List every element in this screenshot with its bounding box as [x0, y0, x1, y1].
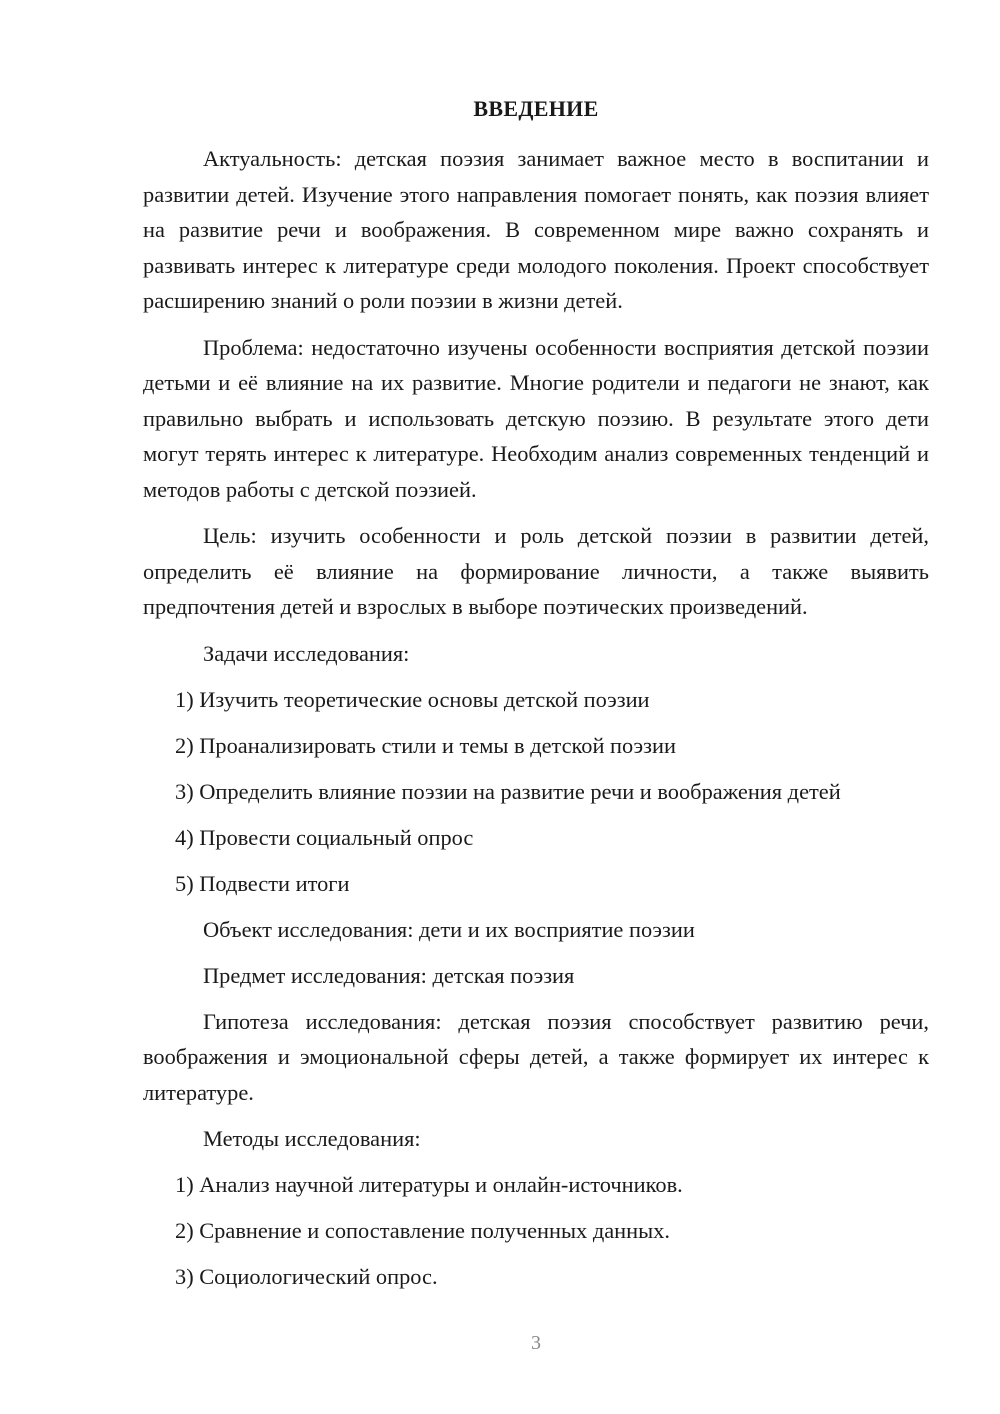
method-item: 3) Социологический опрос.	[175, 1264, 438, 1289]
research-subject: Предмет исследования: детская поэзия	[203, 962, 575, 988]
task-item: 2) Проанализировать стили и темы в детской поэзии	[175, 732, 676, 758]
task-item: 1) Изучить теоретические основы детской поэзии	[175, 686, 650, 712]
method-item: 2) Сравнение и сопоставление полученных данных.	[175, 1218, 670, 1243]
goal-paragraph: Цель: изучить особенности и роль детской поэзии в развитии детей, определить её влияние на формирование личности, а также выявить предпочтения детей и взрослых в выборе поэтических произведений.	[143, 523, 929, 619]
problem-paragraph: Проблема: недостаточно изучены особенности восприятия детской поэзии детьми и её влияние на их развитие. Многие родители и педагоги не знают, как правильно выбрать и использовать детскую поэзию. В результате этого дети могут терять интерес к литературе. Необходим анализ современных тенденций и методов работы с детской поэзией.	[143, 334, 929, 502]
page-number: 3	[531, 1332, 541, 1354]
document-body	[143, 141, 929, 1305]
hypothesis-paragraph: Гипотеза исследования: детская поэзия способствует развитию речи, воображения и эмоциональной сферы детей, а также формирует их интерес к литературе.	[143, 1008, 929, 1105]
task-item: 5) Подвести итоги	[175, 870, 350, 896]
section-heading: ВВЕДЕНИЕ	[473, 96, 599, 121]
method-item: 1) Анализ научной литературы и онлайн-источников.	[175, 1172, 683, 1197]
methods-label: Методы исследования:	[203, 1126, 421, 1151]
tasks-label: Задачи исследования:	[203, 640, 410, 666]
research-object: Объект исследования: дети и их восприятие поэзии	[203, 916, 695, 942]
task-item: 4) Провести социальный опрос	[175, 824, 474, 850]
relevance-paragraph: Актуальность: детская поэзия занимает важное место в воспитании и развитии детей. Изучение этого направления помогает понять, как поэзия влияет на развитие речи и воображения. В современном мире важно сохранять и развивать интерес к литературе среди молодого поколения. Проект способствует расширению знаний о роли поэзии в жизни детей.	[143, 146, 929, 313]
task-item: 3) Определить влияние поэзии на развитие речи и воображения детей	[175, 778, 841, 804]
